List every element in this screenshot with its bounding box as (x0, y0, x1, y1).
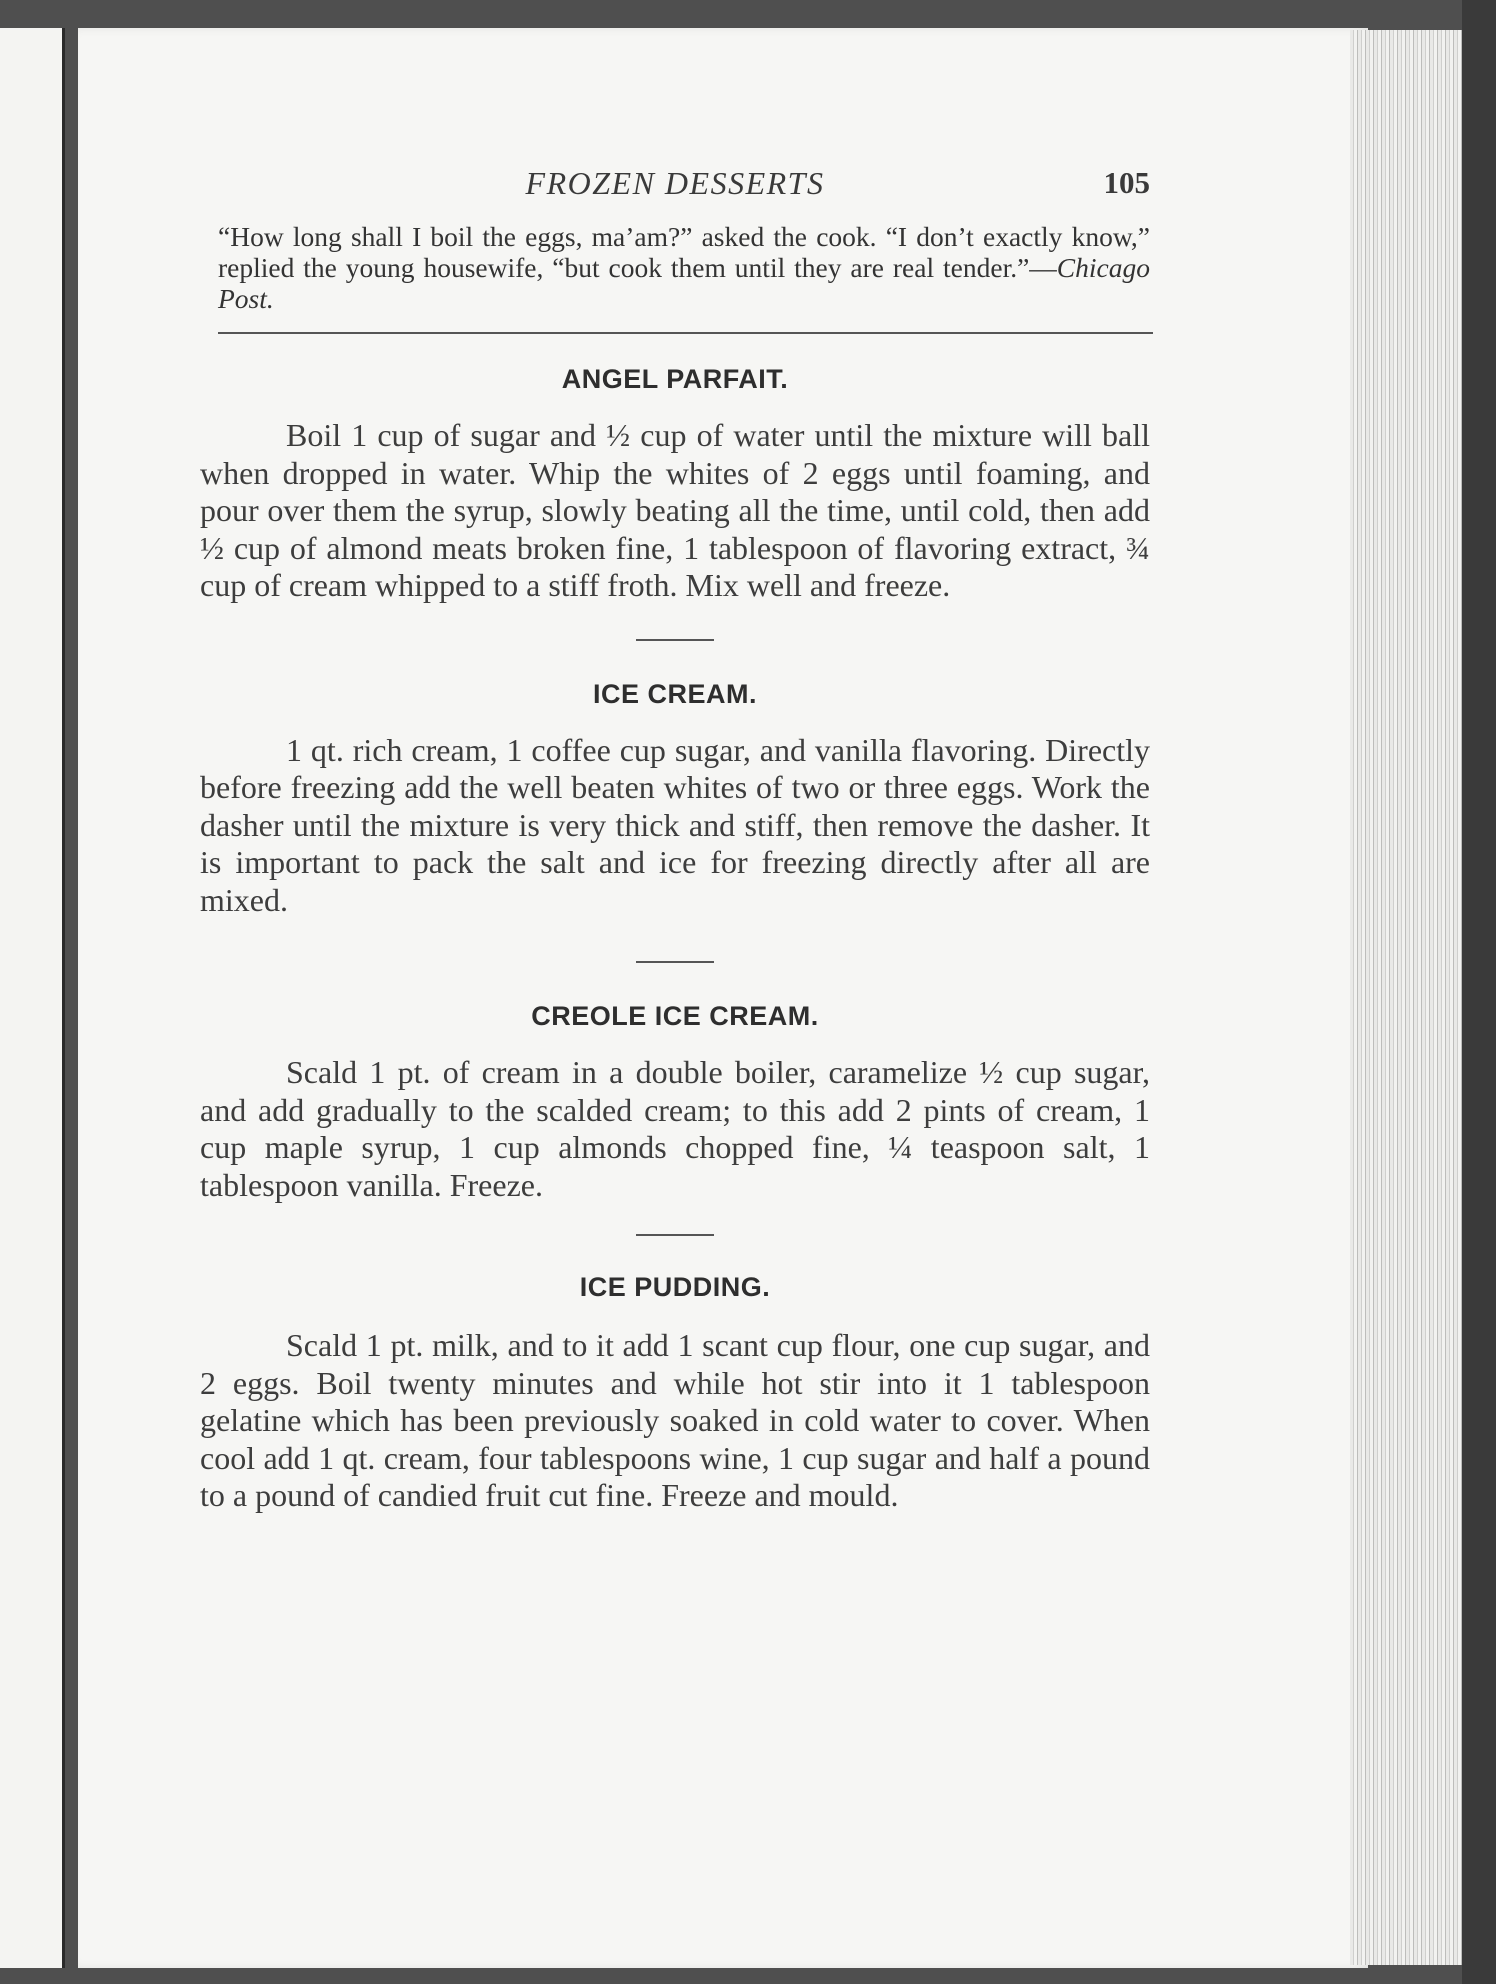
running-title: FROZEN DESSERTS (525, 165, 825, 201)
running-head (200, 165, 1150, 215)
recipe-divider (636, 1234, 714, 1236)
recipe-divider (636, 961, 714, 963)
page-text (200, 165, 1150, 1515)
recipe-body: 1 qt. rich cream, 1 coffee cup sugar, and vanilla flavoring. Directly before freezing add the well beaten whites of two or three eggs. Work the dasher until the mixture is very thick and stiff, then remove the dasher. It is important to pack the salt and ice for freezing directly after all are mixed. (200, 731, 1150, 918)
quote-text: “How long shall I boil the eggs, ma’am?” asked the cook. “I don’t exactly know,” replied the young housewife, “but cook them until they are real tender.”— (218, 221, 1150, 283)
recipe-title: ANGEL PARFAIT. (561, 364, 789, 394)
page-block-edges (1350, 30, 1472, 1965)
recipe-title: ICE CREAM. (592, 678, 757, 709)
book-cover-edge (1462, 0, 1496, 1984)
recipe-title: CREOLE ICE CREAM. (531, 1001, 819, 1031)
section-divider (218, 332, 1153, 334)
epigraph-quote (200, 221, 1150, 314)
recipe-body: Boil 1 cup of sugar and ½ cup of water until the mixture will ball when dropped in water. Whip the whites of 2 eggs until foaming, and pour over them the syrup, slowly beating all the time, until cold, then add ½ cup of almond meats broken fine, 1 tablespoon of flavoring extract, ¾ cup of cream whipped to a stiff froth. Mix well and freeze. (200, 417, 1150, 603)
quote-source: Chicago Post. (218, 252, 1150, 314)
recipe-title: ICE PUDDING. (579, 1272, 771, 1302)
recipe-body: Scald 1 pt. of cream in a double boiler, caramelize ½ cup sugar, and add gradually to the scalded cream; to this add 2 pints of cream, 1 cup maple syrup, 1 cup almonds chopped fine, ¼ teaspoon salt, 1 tablespoon vanilla. Freeze. (200, 1054, 1150, 1203)
recipe-body: Scald 1 pt. milk, and to it add 1 scant cup flour, one cup sugar, and 2 eggs. Boil twenty minutes and while hot stir into it 1 tablespoon gelatine which has been previously soaked in cold water to cover. When cool add 1 qt. cream, four tablespoons wine, 1 cup sugar and half a pound to a pound of candied fruit cut fine. Freeze and mould. (200, 1327, 1150, 1513)
page-number: 105 (1103, 165, 1150, 200)
recipe-divider (636, 639, 714, 641)
facing-page-edge (0, 28, 65, 1968)
